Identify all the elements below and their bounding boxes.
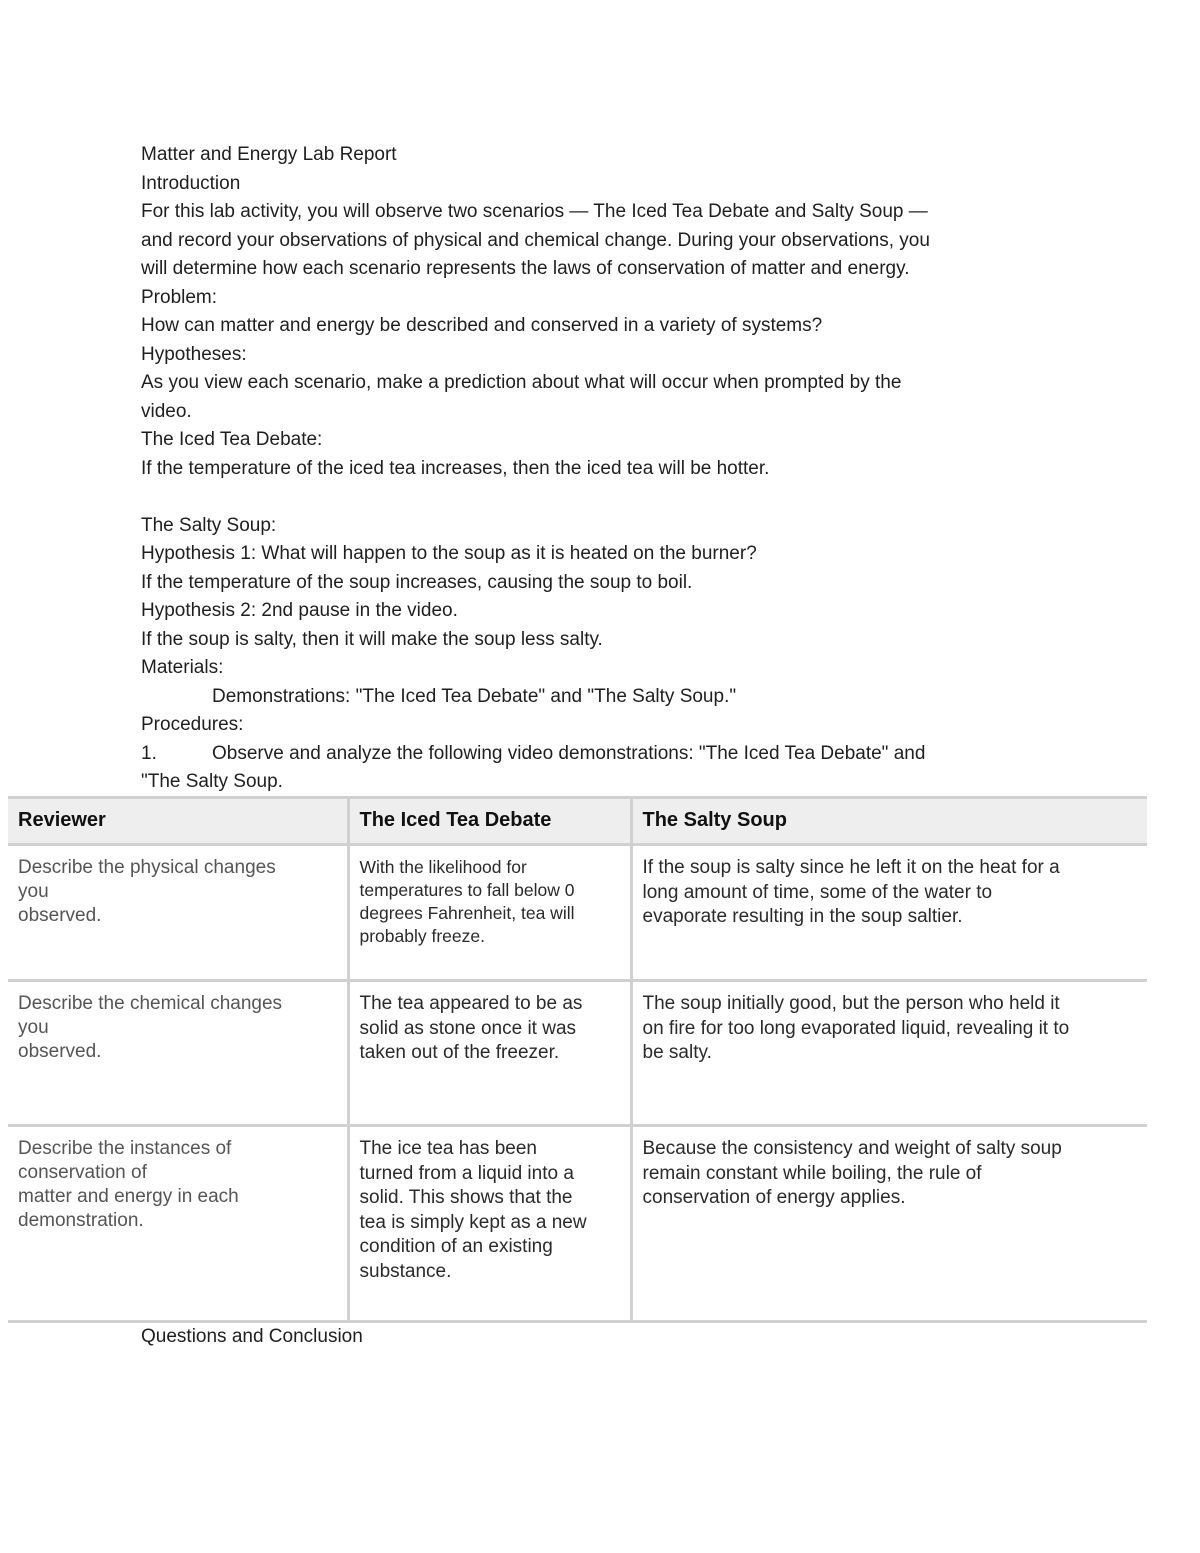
column-header-salty-soup: The Salty Soup [631,798,1147,845]
table-row [8,981,1147,1126]
introduction-line: For this lab activity, you will observe two scenarios — The Iced Tea Debate and Salty Soup — [141,201,928,222]
materials-heading: Materials: [141,657,224,678]
cell-line: solid. This shows that the [359,1187,573,1208]
cell-line: If the soup is salty since he left it on the heat for a [642,857,1060,878]
hypotheses-line: As you view each scenario, make a prediction about what will occur when prompted by the [141,372,902,393]
iced-tea-answer-cell [348,1126,631,1322]
procedure-text: Observe and analyze the following video demonstrations: "The Iced Tea Debate" and [212,742,926,764]
cell-line: degrees Fahrenheit, tea will [359,903,575,923]
cell-line: be salty. [642,1042,712,1063]
cell-line: you [18,1017,49,1038]
iced-tea-hypothesis: If the temperature of the iced tea increases, then the iced tea will be hotter. [141,457,770,479]
cell-line: demonstration. [18,1210,144,1231]
cell-line: probably freeze. [359,926,485,946]
salty-soup-line: Hypothesis 2: 2nd pause in the video. [141,600,458,621]
introduction-line: will determine how each scenario represents the laws of conservation of matter and energy. [141,258,910,279]
cell-line: on fire for too long evaporated liquid, revealing it to [642,1017,1070,1039]
cell-line: observed. [18,905,102,926]
cell-line: Describe the instances of [18,1138,232,1159]
problem-heading: Problem: [141,286,218,308]
blank-line [141,483,1071,512]
cell-line: Because the consistency and weight of salty soup [642,1138,1062,1159]
cell-line: The soup initially good, but the person who held it [642,993,1060,1014]
hypotheses-line: video. [141,400,192,422]
materials-text: Demonstrations: "The Iced Tea Debate" and "The Salty Soup." [212,685,737,707]
salty-soup-answer-cell [631,1126,1147,1322]
cell-line: evaporate resulting in the soup saltier. [642,906,963,927]
column-header-reviewer: Reviewer [8,798,348,845]
cell-line: Describe the physical changes [18,857,276,878]
salty-soup-line: If the soup is salty, then it will make the soup less salty. [141,628,603,650]
cell-line: solid as stone once it was [359,1017,577,1039]
cell-line: you [18,881,49,902]
question-cell [8,1126,348,1322]
cell-line: tea is simply kept as a new [359,1211,587,1233]
report-title: Matter and Energy Lab Report [141,144,397,165]
question-cell [8,845,348,981]
introduction-heading: Introduction [141,172,241,194]
procedure-continuation: "The Salty Soup. [141,771,283,792]
table-row [8,845,1147,981]
lab-report-body [141,141,1071,797]
iced-tea-heading: The Iced Tea Debate: [141,429,323,450]
iced-tea-answer-cell [348,981,631,1126]
cell-line: substance. [359,1260,452,1282]
iced-tea-answer-cell [348,845,631,981]
cell-line: With the likelihood for [359,857,527,877]
cell-line: matter and energy in each [18,1186,239,1207]
salty-soup-answer-cell [631,845,1147,981]
cell-line: conservation of [18,1162,147,1183]
cell-line: observed. [18,1041,102,1062]
salty-soup-heading: The Salty Soup: [141,514,277,536]
introduction-line: and record your observations of physical and chemical change. During your observations, you [141,229,930,251]
cell-line: The ice tea has been [359,1138,537,1159]
procedures-heading: Procedures: [141,714,244,735]
cell-line: conservation of energy applies. [642,1187,906,1208]
procedure-step [141,740,1071,769]
cell-line: condition of an existing [359,1236,553,1257]
salty-soup-answer-cell [631,981,1147,1126]
cell-line: turned from a liquid into a [359,1162,574,1184]
procedure-number: 1. [141,742,157,764]
cell-line: long amount of time, some of the water to [642,881,993,903]
table-header-row [8,798,1147,845]
question-cell [8,981,348,1126]
cell-line: temperatures to fall below 0 [359,880,575,900]
hypotheses-heading: Hypotheses: [141,343,247,365]
cell-line: Describe the chemical changes [18,993,283,1014]
salty-soup-line: Hypothesis 1: What will happen to the soup as it is heated on the burner? [141,543,757,564]
cell-line: remain constant while boiling, the rule of [642,1162,982,1184]
cell-line: The tea appeared to be as [359,993,583,1014]
conclusion-heading: Questions and Conclusion [141,1326,363,1347]
cell-line: taken out of the freezer. [359,1042,560,1063]
observation-table [8,796,1147,1323]
table-row [8,1126,1147,1322]
column-header-iced-tea: The Iced Tea Debate [348,798,631,845]
problem-text: How can matter and energy be described and conserved in a variety of systems? [141,315,823,336]
salty-soup-line: If the temperature of the soup increases, causing the soup to boil. [141,571,693,593]
